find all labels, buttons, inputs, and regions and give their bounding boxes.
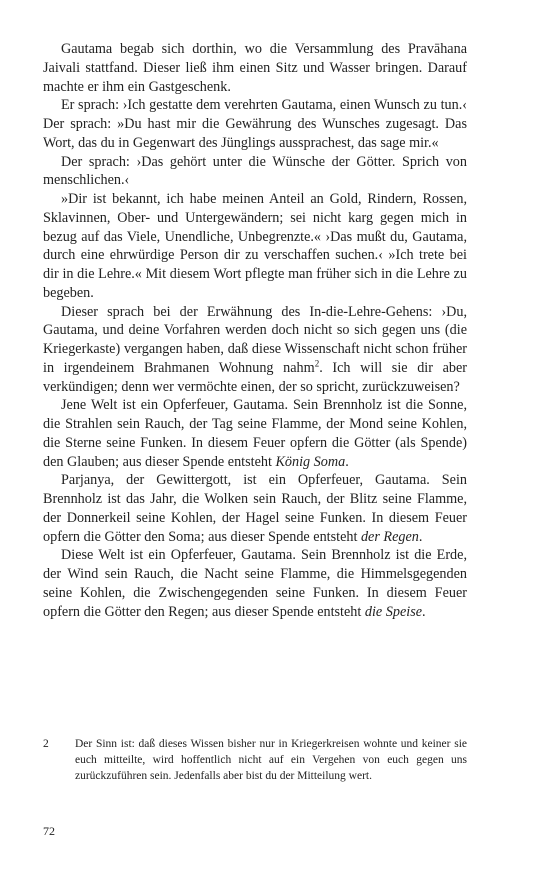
paragraph-4 <box>43 190 467 303</box>
paragraph-1 <box>43 40 467 96</box>
paragraph-2-text: Er sprach: ›Ich gestatte dem verehrten Gautama, einen Wunsch zu tun.‹ Der sprach: »Du hast mir die Gewährung des Wunsches zugesagt. Das Wort, das du in Gegenwart des Jünglings aussprachest, das sage mir.« <box>43 97 467 151</box>
paragraph-3-text: Der sprach: ›Das gehört unter die Wünsche der Götter. Sprich von menschlichen.‹ <box>43 153 467 189</box>
footnotes <box>43 736 467 784</box>
page-body <box>43 40 467 621</box>
body-text <box>43 40 467 621</box>
paragraph-7-emphasis: der Regen <box>360 528 419 545</box>
paragraph-8-text: Diese Welt ist ein Opferfeuer, Gautama. Sein Brennholz ist die Erde, der Wind sein Rauch, die Nacht seine Flamme, die Himmelsgegenden seine Kohlen, die Zwischengegenden seine Funken. In diesem Feuer opfern die Götter den Regen; aus dieser Spende entsteht <box>43 547 467 620</box>
paragraph-1-text: Gautama begab sich dorthin, wo die Versammlung des Pravāhana Jaivali stattfand. Dieser ließ ihm einen Sitz und Wasser bringen. Darauf machte er ihm ein Gastgeschenk. <box>43 41 467 95</box>
paragraph-5-text: Dieser sprach bei der Erwähnung des In-die-Lehre-Gehens: ›Du, Gautama, und deine Vorfahren werden doch nicht so sich gegen uns (die Kriegerkaste) vergangen haben, daß diese Wissenschaft nicht schon früher in irgendeinem Brahmanen Wohnung nahm <box>43 303 467 376</box>
paragraph-7-end: . <box>418 528 423 545</box>
footnote-marker: 2 <box>314 358 320 369</box>
paragraph-6-end: . <box>345 453 349 470</box>
paragraph-6-emphasis: König Soma <box>275 453 346 470</box>
paragraph-5-text-cont: . Ich will sie dir aber verkündigen; denn wer vermöchte einen, der so spricht, zurückzuweisen? <box>43 359 467 395</box>
paragraph-6-text: Jene Welt ist ein Opferfeuer, Gautama. Sein Brennholz ist die Sonne, die Strahlen sein Rauch, der Tag seine Flamme, der Mond seine Kohlen, die Sterne seine Funken. In diesem Feuer opfern die Götter (als Spende) den Glauben; aus dieser Spende entsteht <box>43 397 467 470</box>
footnote-text: Der Sinn ist: daß dieses Wissen bisher nur in Kriegerkreisen wohnte und keiner sie euch mitteilte, wird hoffentlich nicht auf ein Vergehen von euch gegen uns zurückzuführen sein. Jedenfalls aber bist du der Mitteilung wert. <box>75 738 467 782</box>
paragraph-8-emphasis: die Speise <box>364 603 423 620</box>
page-number: 72 <box>43 824 55 838</box>
footnote-number: 2 <box>43 738 49 750</box>
paragraph-4-text: »Dir ist bekannt, ich habe meinen Anteil an Gold, Rindern, Rossen, Sklavinnen, Ober- und Untergewändern; sei nicht karg gegen mich in bezug auf das Viele, Unendliche, Unbegrenzte.« ›Das mußt du, Gautama, durch eine ehrwürdige Person dir zu verschaffen suchen.‹ »Ich trete bei dir in die Lehre.« Mit diesem Wort pflegte man früher sich in die Lehre zu begeben. <box>43 191 467 301</box>
paragraph-5 <box>43 303 467 397</box>
paragraph-3 <box>43 153 467 191</box>
paragraph-2 <box>43 96 467 152</box>
paragraph-8-end: . <box>422 603 426 620</box>
footnote-2 <box>43 736 467 784</box>
paragraph-7-text: Parjanya, der Gewittergott, ist ein Opferfeuer, Gautama. Sein Brennholz ist das Jahr, die Wolken sein Rauch, der Blitz seine Flamme, der Donnerkeil seine Kohlen, der Hagel seine Funken. In diesem Feuer opfern die Götter den Soma; aus dieser Spende entsteht <box>43 472 467 545</box>
paragraph-8 <box>43 546 467 621</box>
paragraph-7 <box>43 471 467 546</box>
paragraph-6 <box>43 396 467 471</box>
